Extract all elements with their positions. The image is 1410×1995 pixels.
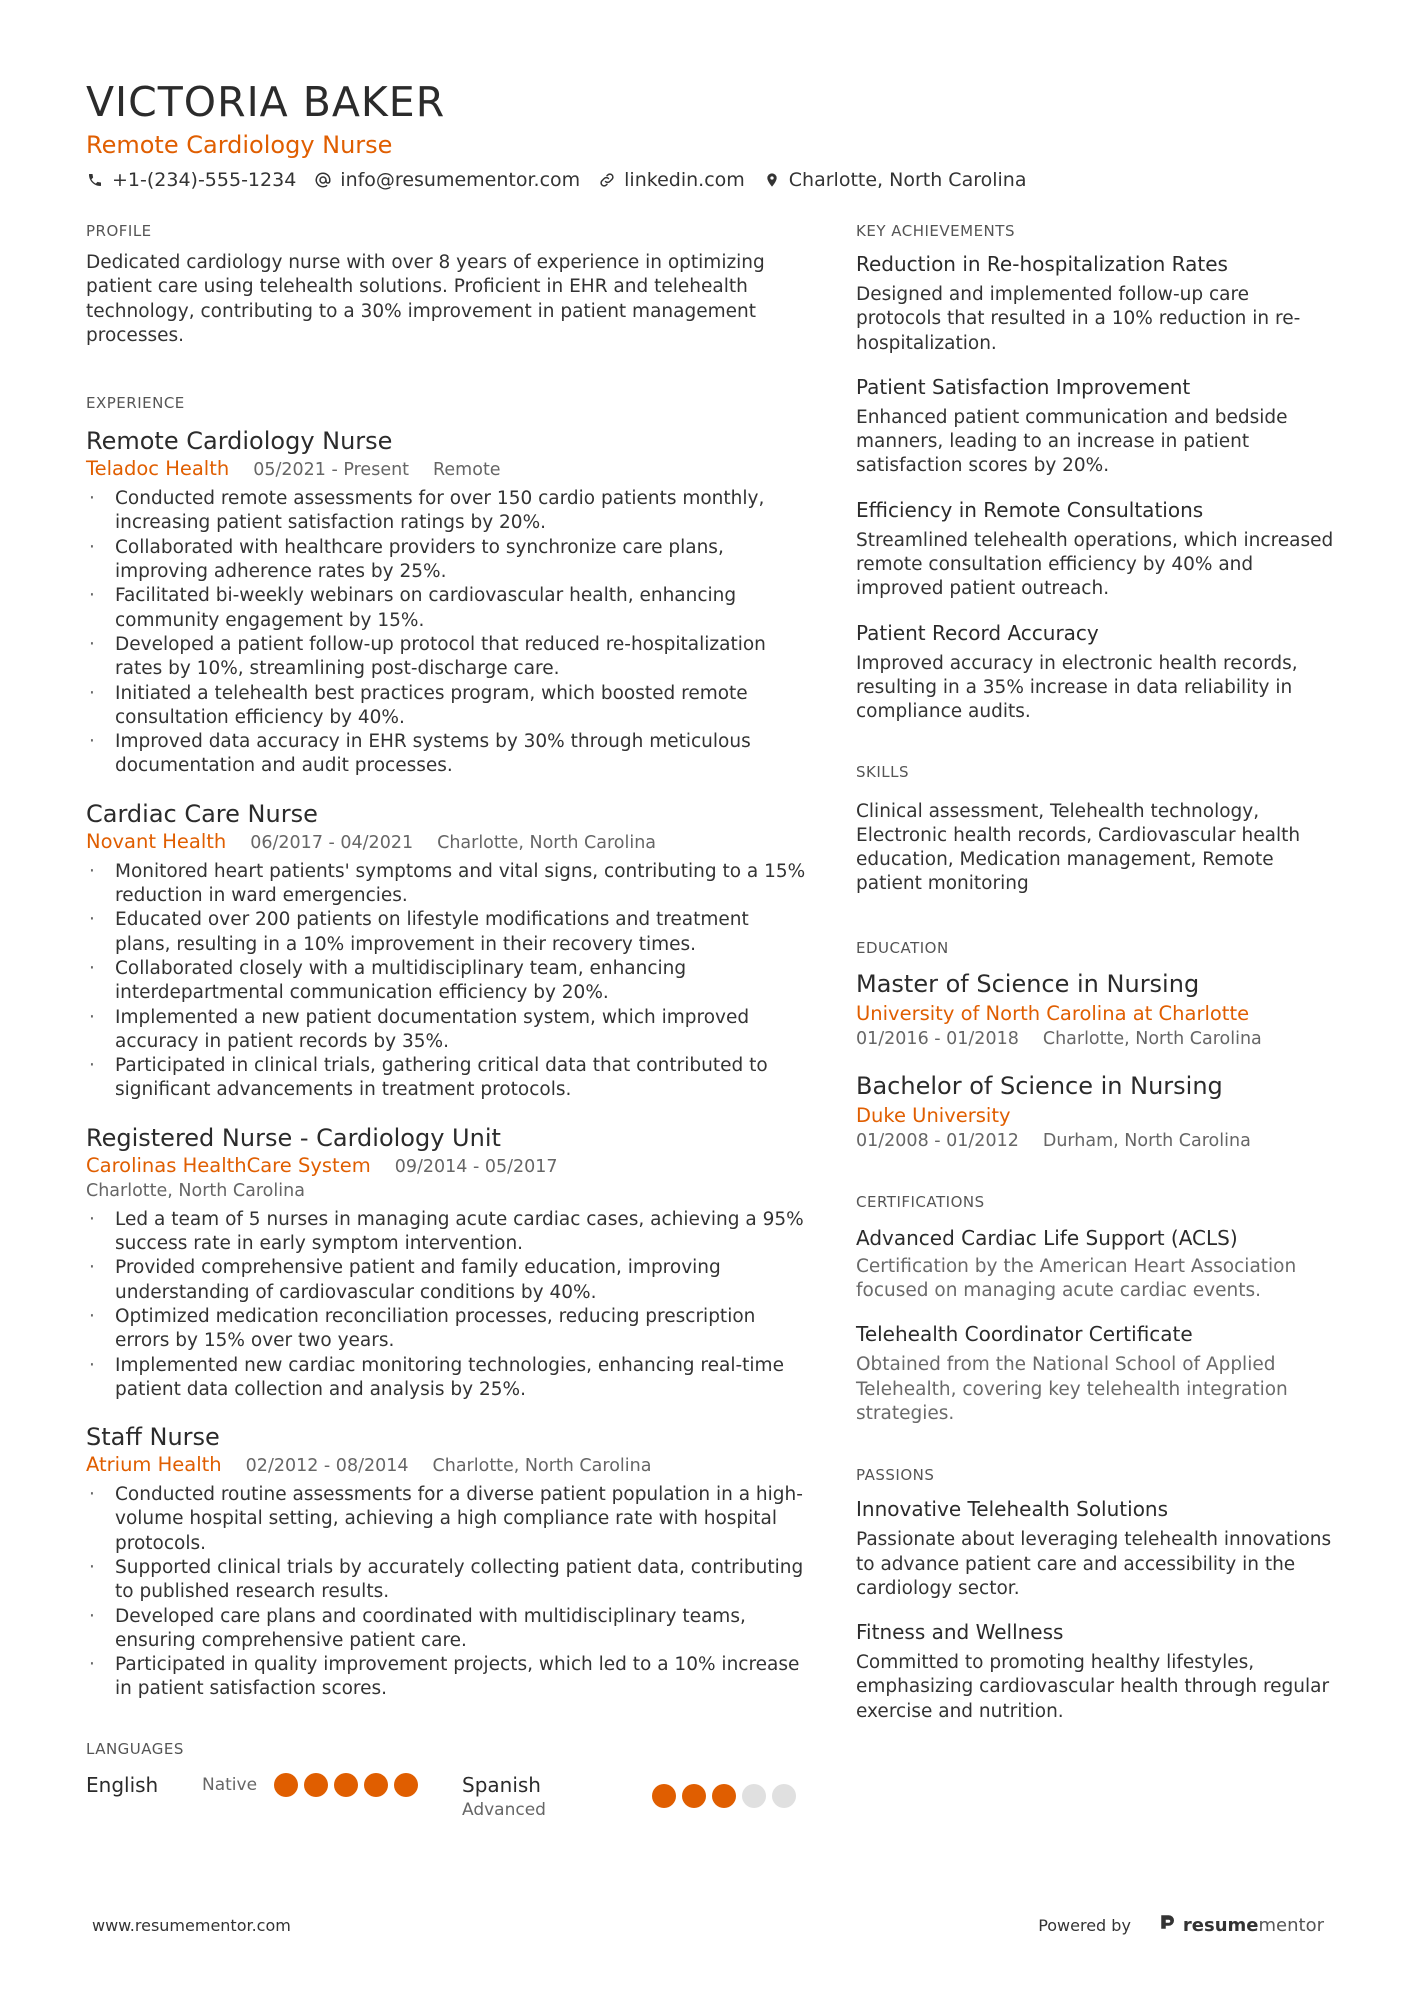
education-location: Durham, North Carolina (1042, 1130, 1251, 1151)
rating-dot (394, 1773, 418, 1797)
language-labels (462, 1772, 652, 1822)
at-icon (314, 171, 332, 189)
left-column (86, 220, 806, 1822)
achievement-item (856, 620, 1336, 725)
experience-section (86, 392, 806, 1702)
list-item: · Provided comprehensive patient and family education, improving understanding of cardiovascular conditions by 40%. (86, 1256, 806, 1305)
achievement-title: Patient Satisfaction Improvement (856, 374, 1191, 399)
education-item (856, 1071, 1336, 1153)
achievement-title: Efficiency in Remote Consultations (856, 497, 1204, 522)
section-title: EDUCATION (856, 938, 949, 957)
profile-section (86, 220, 806, 348)
rating-dot (682, 1784, 706, 1808)
job-bullets (86, 860, 806, 1103)
language-item (462, 1772, 802, 1822)
achievement-title: Patient Record Accuracy (856, 620, 1099, 645)
passion-text: Committed to promoting healthy lifestyles, emphasizing cardiovascular health through regular exercise and nutrition. (856, 1652, 1330, 1722)
language-level: Native (202, 1774, 258, 1795)
right-column (856, 220, 1336, 1724)
job-title: Registered Nurse - Cardiology Unit (86, 1123, 501, 1152)
link-icon (598, 171, 616, 189)
contact-linkedin[interactable] (598, 166, 745, 194)
achievement-text: Streamlined telehealth operations, which increased remote consultation efficiency by 40% and improved patient outreach. (856, 529, 1334, 600)
rating-dot (334, 1773, 358, 1797)
company-name: Teladoc Health (86, 457, 230, 481)
job-entry (86, 1422, 806, 1702)
school-name: University of North Carolina at Charlotte (856, 1001, 1250, 1025)
job-dates: 05/2021 - Present (253, 460, 410, 481)
education-location: Charlotte, North Carolina (1042, 1028, 1262, 1049)
list-item: · Supported clinical trials by accurately collecting patient data, contributing to published research results. (86, 1556, 806, 1605)
brand-name-bold: resume (1182, 1915, 1259, 1936)
passion-title: Innovative Telehealth Solutions (856, 1497, 1169, 1522)
job-dates: 09/2014 - 05/2017 (394, 1156, 558, 1177)
section-title: CERTIFICATIONS (856, 1192, 985, 1211)
section-title: PROFILE (86, 222, 152, 240)
rating-dot (772, 1784, 796, 1808)
list-item: · Implemented a new patient documentation system, which improved accuracy in patient records by 35%. (86, 1006, 806, 1055)
list-item: · Implemented new cardiac monitoring technologies, enhancing real-time patient data collection and analysis by 25%. (86, 1354, 806, 1403)
rating-dot (712, 1784, 736, 1808)
job-meta-location (86, 1178, 806, 1204)
phone-icon (86, 171, 104, 189)
achievements-section (856, 220, 1336, 725)
passion-text: Passionate about leveraging telehealth innovations to advance patient care and accessibility in the cardiology sector. (856, 1529, 1332, 1599)
job-location: Charlotte, North Carolina (437, 832, 657, 853)
education-section (856, 937, 1336, 1153)
list-item: · Participated in quality improvement projects, which led to a 10% increase in patient satisfaction scores. (86, 1653, 806, 1702)
footer-website[interactable]: www.resumementor.com (92, 1916, 291, 1935)
certification-item (856, 1225, 1336, 1304)
section-title: PASSIONS (856, 1466, 935, 1485)
education-meta (856, 1129, 1336, 1153)
list-item: · Developed a patient follow-up protocol that reduced re-hospitalization rates by 10%, streamlining post-discharge care. (86, 633, 806, 682)
contact-bar (86, 166, 1326, 194)
list-item: · Participated in clinical trials, gathering critical data that contributed to significant advancements in treatment protocols. (86, 1054, 806, 1103)
list-item: · Facilitated bi-weekly webinars on cardiovascular health, enhancing community engagement by 15%. (86, 584, 806, 633)
rating-dot (364, 1773, 388, 1797)
linkedin-text[interactable]: linkedin.com (624, 169, 745, 191)
education-meta (856, 1027, 1336, 1051)
job-title: Cardiac Care Nurse (86, 799, 318, 828)
education-dates: 01/2008 - 01/2012 (856, 1130, 1019, 1151)
list-item: · Conducted routine assessments for a diverse patient population in a high-volume hospital setting, achieving a high compliance rate with hospital protocols. (86, 1483, 806, 1556)
list-item: · Initiated a telehealth best practices program, which boosted remote consultation efficiency by 40%. (86, 682, 806, 731)
job-bullets (86, 1483, 806, 1702)
section-title: EXPERIENCE (86, 394, 185, 413)
language-item (86, 1772, 462, 1798)
job-location: Remote (433, 460, 501, 481)
education-dates: 01/2016 - 01/2018 (856, 1028, 1019, 1049)
certification-text: Obtained from the National School of Applied Telehealth, covering key telehealth integration strategies. (856, 1354, 1288, 1424)
rating-dot (274, 1773, 298, 1797)
achievement-item (856, 374, 1336, 479)
company-name: Atrium Health (86, 1453, 222, 1477)
achievement-title: Reduction in Re-hospitalization Rates (856, 252, 1228, 276)
job-meta (86, 829, 806, 856)
achievement-item (856, 251, 1336, 356)
certification-text: Certification by the American Heart Association focused on managing acute cardiac events. (856, 1255, 1297, 1302)
skills-text: Clinical assessment, Telehealth technology, Electronic health records, Cardiovascular health education, Medication management, Remote patient monitoring (856, 800, 1301, 895)
achievement-text: Improved accuracy in electronic health records, resulting in a 35% increase in data reliability in compliance audits. (856, 652, 1298, 723)
candidate-name: VICTORIA BAKER (86, 78, 446, 126)
list-item: · Monitored heart patients' symptoms and vital signs, contributing to a 15% reduction in ward emergencies. (86, 860, 806, 909)
skills-section (856, 761, 1336, 897)
section-title: LANGUAGES (86, 1739, 184, 1758)
list-item: · Collaborated with healthcare providers to synchronize care plans, improving adherence rates by 25%. (86, 536, 806, 585)
achievement-text: Designed and implemented follow-up care protocols that resulted in a 10% reduction in re-hospitalization. (856, 284, 1301, 354)
job-title: Remote Cardiology Nurse (86, 427, 393, 456)
company-name: Carolinas HealthCare System (86, 1153, 371, 1177)
passions-section (856, 1464, 1336, 1724)
languages-section (86, 1738, 806, 1822)
language-rating (652, 1784, 796, 1808)
candidate-role: Remote Cardiology Nurse (86, 131, 393, 159)
list-item: · Collaborated closely with a multidisciplinary team, enhancing interdepartmental communication efficiency by 20%. (86, 957, 806, 1006)
brand-logo[interactable] (1159, 1906, 1324, 1946)
job-entry (86, 799, 806, 1103)
job-meta (86, 1153, 806, 1180)
job-entry (86, 426, 806, 779)
education-item (856, 969, 1336, 1051)
certification-title: Advanced Cardiac Life Support (ACLS) (856, 1225, 1238, 1250)
passion-item (856, 1619, 1336, 1724)
job-title: Staff Nurse (86, 1423, 220, 1452)
contact-phone (86, 166, 296, 194)
language-name: Spanish (462, 1772, 541, 1797)
job-dates: 02/2012 - 08/2014 (245, 1456, 409, 1477)
job-meta (86, 456, 806, 483)
section-title: SKILLS (856, 762, 910, 781)
certification-item (856, 1321, 1336, 1426)
list-item: · Conducted remote assessments for over 150 cardio patients monthly, increasing patient satisfaction ratings by 20%. (86, 487, 806, 536)
footer-brand (1038, 1906, 1324, 1946)
degree-title: Bachelor of Science in Nursing (856, 1071, 1223, 1100)
rating-dot (652, 1784, 676, 1808)
school-name: Duke University (856, 1103, 1011, 1127)
brand-name-light: mentor (1258, 1915, 1324, 1936)
page-footer (0, 1906, 1410, 1946)
achievement-item (856, 497, 1336, 602)
job-location: Charlotte, North Carolina (432, 1456, 652, 1477)
company-name: Novant Health (86, 829, 227, 853)
location-pin-icon (763, 171, 781, 189)
email-text[interactable]: info@resumementor.com (340, 169, 581, 191)
list-item: · Developed care plans and coordinated with multidisciplinary teams, ensuring comprehensive patient care. (86, 1605, 806, 1654)
location-text: Charlotte, North Carolina (788, 169, 1027, 191)
job-bullets (86, 1208, 806, 1402)
profile-text: Dedicated cardiology nurse with over 8 years of experience in optimizing patient care using telehealth solutions. Proficient in EHR and telehealth technology, contributing to a 30% improvement in patient management processes. (86, 252, 765, 346)
contact-email[interactable] (314, 166, 580, 194)
language-rating (274, 1773, 418, 1797)
passion-item (856, 1496, 1336, 1601)
degree-title: Master of Science in Nursing (856, 969, 1200, 998)
powered-by-label: Powered by (1038, 1916, 1131, 1935)
language-level: Advanced (462, 1799, 546, 1820)
section-title: KEY ACHIEVEMENTS (856, 222, 1015, 240)
rating-dot (304, 1773, 328, 1797)
job-meta (86, 1452, 806, 1479)
achievement-text: Enhanced patient communication and bedside manners, leading to an increase in patient satisfaction scores by 20%. (856, 406, 1288, 477)
passion-title: Fitness and Wellness (856, 1620, 1064, 1645)
job-entry (86, 1123, 806, 1402)
rating-dot (742, 1784, 766, 1808)
list-item: · Optimized medication reconciliation processes, reducing prescription errors by 15% over two years. (86, 1305, 806, 1354)
certifications-section (856, 1191, 1336, 1426)
phone-text: +1-(234)-555-1234 (112, 169, 297, 191)
list-item: · Educated over 200 patients on lifestyle modifications and treatment plans, resulting in a 10% improvement in their recovery times. (86, 908, 806, 957)
brand-mark-icon (1159, 1906, 1177, 1946)
list-item: · Led a team of 5 nurses in managing acute cardiac cases, achieving a 95% success rate in early symptom intervention. (86, 1208, 806, 1257)
job-bullets (86, 487, 806, 779)
job-dates: 06/2017 - 04/2021 (250, 832, 414, 853)
language-name: English (86, 1772, 159, 1797)
list-item: · Improved data accuracy in EHR systems by 30% through meticulous documentation and audit processes. (86, 730, 806, 779)
job-location: Charlotte, North Carolina (86, 1180, 305, 1201)
languages-row (86, 1772, 806, 1822)
resume-header (86, 78, 1326, 194)
certification-title: Telehealth Coordinator Certificate (856, 1322, 1193, 1347)
contact-location (763, 166, 1027, 194)
